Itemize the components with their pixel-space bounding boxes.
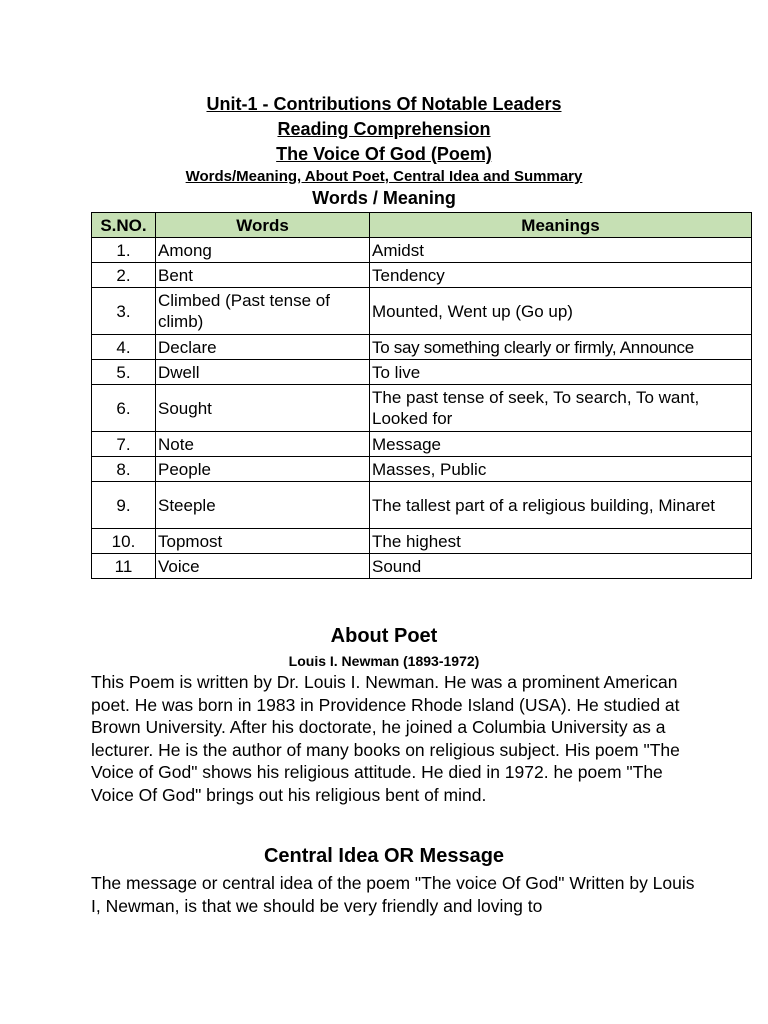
about-poet-paragraph: This Poem is written by Dr. Louis I. Newman. He was a prominent American poet. He was born in 1983 in Providence Rhode Island (USA). He studied at Brown University. After his doctorate, he joined a Columbia University as a lecturer. He is the author of many books on religious subject. His poem "The Voice of God" shows his religious attitude. He died in 1972. he poem "The Voice Of God" brings out his religious bent of mind.: [91, 672, 680, 805]
cell-sno: 3.: [92, 288, 156, 335]
cell-sno: 7.: [92, 432, 156, 457]
table-row: [92, 238, 752, 263]
cell-word: Voice: [156, 554, 370, 579]
cell-meaning: Tendency: [370, 263, 752, 288]
table-row: [92, 432, 752, 457]
table-row: [92, 360, 752, 385]
table-row: [92, 554, 752, 579]
cell-meaning: Amidst: [370, 238, 752, 263]
cell-word: Bent: [156, 263, 370, 288]
header-words: Words: [156, 213, 370, 238]
central-idea-heading: Central Idea OR Message: [263, 845, 505, 867]
cell-word: Steeple: [156, 482, 370, 529]
cell-sno: 1.: [92, 238, 156, 263]
table-row: [92, 529, 752, 554]
cell-meaning: To live: [370, 360, 752, 385]
cell-sno: 4.: [92, 335, 156, 360]
topic-title: Reading Comprehension: [277, 119, 491, 139]
unit-title: Unit-1 - Contributions Of Notable Leaders: [206, 94, 562, 114]
table-row: [92, 288, 752, 335]
table-row: [92, 335, 752, 360]
cell-word: Topmost: [156, 529, 370, 554]
table-row: [92, 482, 752, 529]
cell-meaning: Mounted, Went up (Go up): [370, 288, 752, 335]
cell-meaning: Masses, Public: [370, 457, 752, 482]
table-row: [92, 385, 752, 432]
cell-sno: 10.: [92, 529, 156, 554]
table-row: [92, 263, 752, 288]
section-title: Words / Meaning: [312, 188, 456, 208]
header-sno: S.NO.: [92, 213, 156, 238]
cell-sno: 6.: [92, 385, 156, 432]
about-poet-heading: About Poet: [330, 625, 438, 647]
cell-meaning: The highest: [370, 529, 752, 554]
cell-sno: 9.: [92, 482, 156, 529]
cell-word: People: [156, 457, 370, 482]
central-idea-paragraph: The message or central idea of the poem "The voice Of God" Written by Louis I, Newman, is that we should be very friendly and loving to: [91, 873, 695, 916]
contents-line: Words/Meaning, About Poet, Central Idea and Summary: [185, 168, 583, 185]
cell-meaning: To say something clearly or firmly, Announce: [370, 335, 752, 360]
cell-sno: 5.: [92, 360, 156, 385]
cell-sno: 11: [92, 554, 156, 579]
cell-meaning: The past tense of seek, To search, To want, Looked for: [370, 385, 752, 432]
vocabulary-table: [91, 212, 752, 579]
poet-name: Louis I. Newman (1893-1972): [288, 653, 480, 669]
cell-word: Note: [156, 432, 370, 457]
cell-word: Declare: [156, 335, 370, 360]
poem-title: The Voice Of God (Poem): [276, 144, 492, 164]
cell-word: Sought: [156, 385, 370, 432]
header-meanings: Meanings: [370, 213, 752, 238]
table-row: [92, 457, 752, 482]
cell-word: Dwell: [156, 360, 370, 385]
cell-meaning: Message: [370, 432, 752, 457]
cell-word: Among: [156, 238, 370, 263]
table-header-row: [92, 213, 752, 238]
cell-word: Climbed (Past tense of climb): [156, 288, 370, 335]
cell-meaning: The tallest part of a religious building, Minaret: [370, 482, 752, 529]
cell-sno: 8.: [92, 457, 156, 482]
cell-sno: 2.: [92, 263, 156, 288]
cell-meaning: Sound: [370, 554, 752, 579]
